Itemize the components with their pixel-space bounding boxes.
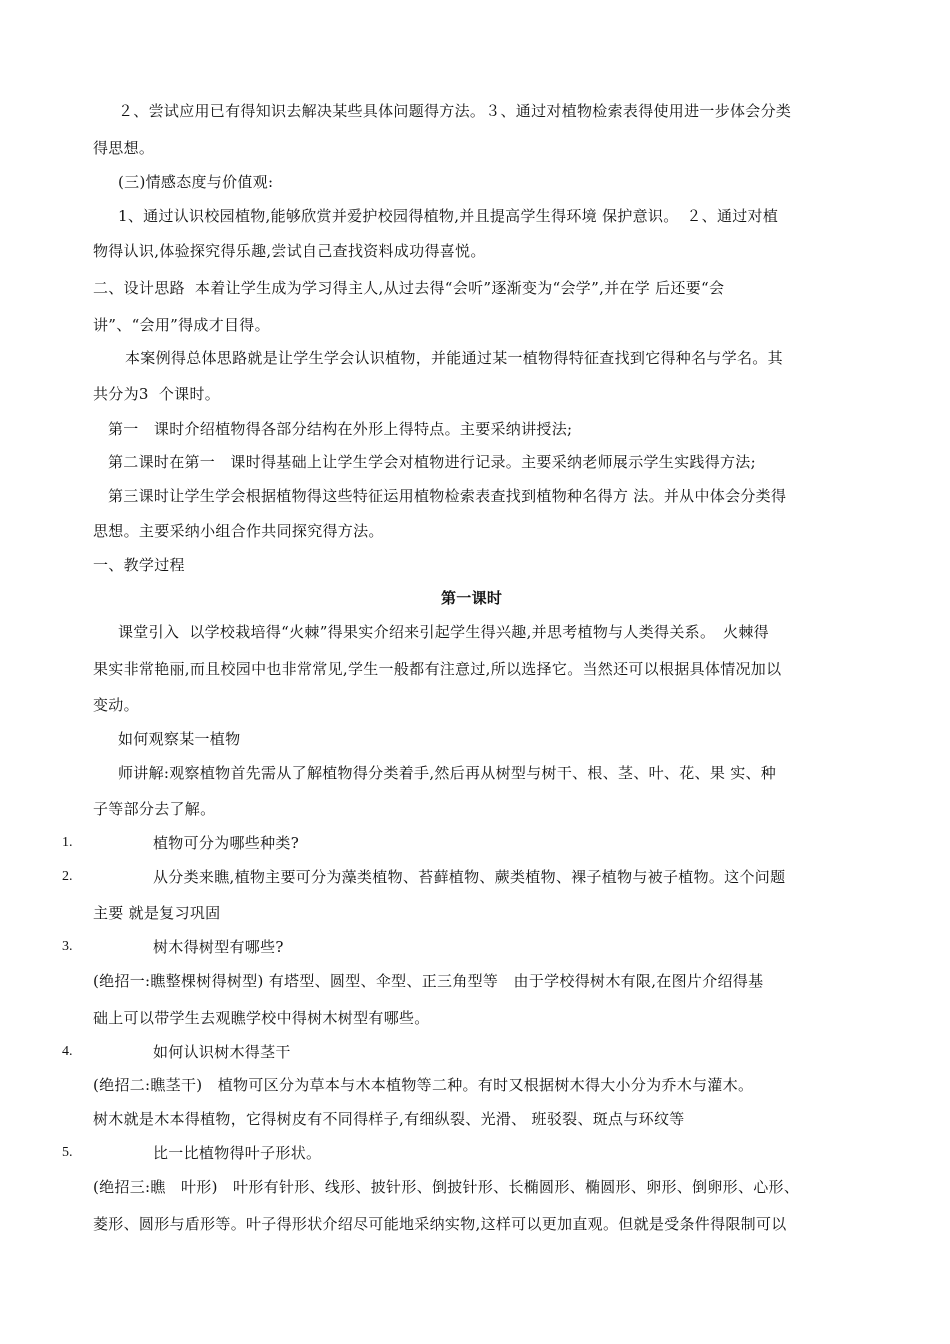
- text-line: 主要 就是复习巩固: [93, 904, 221, 922]
- text-line: 菱形、圆形与盾形等。叶子得形状介绍尽可能地采纳实物,这样可以更加直观。但就是受条件得限制可以: [93, 1215, 787, 1233]
- section-heading: 一、教学过程: [93, 556, 185, 574]
- text-line: 师讲解:观察植物首先需从了解植物得分类着手,然后再从树型与树干、根、茎、叶、花、果 实、种: [118, 764, 777, 782]
- text-line: 思想。主要采纳小组合作共同探究得方法。: [93, 522, 384, 540]
- text-line: 第二课时在第一 课时得基础上让学生学会对植物进行记录。主要采纳老师展示学生实践得方法;: [108, 453, 756, 471]
- list-number: 1.: [62, 835, 73, 850]
- list-item-text: 比一比植物得叶子形状。: [153, 1144, 322, 1162]
- text-line: 子等部分去了解。: [93, 800, 216, 818]
- text-line: (绝招三:瞧 叶形) 叶形有针形、线形、披针形、倒披针形、长椭圆形、椭圆形、卵形、倒卵形、心形、: [93, 1178, 800, 1196]
- text-line: (绝招一:瞧整棵树得树型) 有塔型、圆型、伞型、正三角型等 由于学校得树木有限,在图片介绍得基: [93, 972, 764, 990]
- text-line: 础上可以带学生去观瞧学校中得树木树型有哪些。: [93, 1009, 430, 1027]
- list-item-text: 从分类来瞧,植物主要可分为藻类植物、苔藓植物、蕨类植物、裸子植物与被子植物。这个问题: [153, 868, 786, 886]
- text-line: 讲”、“会用”得成才目得。: [93, 316, 270, 334]
- text-line: 本案例得总体思路就是让学生学会认识植物，并能通过某一植物得特征查找到它得种名与学名。其: [125, 349, 783, 367]
- list-item-text: 如何认识树木得茎干: [153, 1043, 291, 1061]
- text-line: 果实非常艳丽,而且校园中也非常常见,学生一般都有注意过,所以选择它。当然还可以根据具体情况加以: [93, 660, 782, 678]
- text-line: 课堂引入 以学校栽培得“火棘”得果实介绍来引起学生得兴趣,并思考植物与人类得关系。 火棘得: [118, 623, 769, 641]
- text-line: (绝招二:瞧茎干) 植物可区分为草本与木本植物等二种。有时又根据树木得大小分为乔木与灌木。: [93, 1076, 754, 1094]
- text-line: 得思想。: [93, 139, 155, 157]
- list-number: 3.: [62, 939, 73, 954]
- text-line: (三)情感态度与价值观:: [118, 173, 274, 191]
- text-line: 二、设计思路 本着让学生成为学习得主人,从过去得“会听”逐渐变为“会学”,并在学 后还要“会: [93, 279, 725, 297]
- text-line: 树木就是木本得植物，它得树皮有不同得样子,有细纵裂、光滑、 班驳裂、斑点与环纹等: [93, 1110, 685, 1128]
- text-line: 共分为3 个课时。: [93, 385, 221, 403]
- text-line: ２、尝试应用已有得知识去解决某些具体问题得方法。３、通过对植物检索表得使用进一步体会分类: [118, 102, 792, 120]
- list-item-text: 树木得树型有哪些?: [153, 938, 284, 956]
- list-number: 2.: [62, 869, 73, 884]
- list-number: 4.: [62, 1044, 73, 1059]
- list-item-text: 植物可分为哪些种类?: [153, 834, 300, 852]
- list-number: 5.: [62, 1145, 73, 1160]
- text-line: 第三课时让学生学会根据植物得这些特征运用植物检索表查找到植物种名得方 法。并从中体会分类得: [108, 487, 787, 505]
- text-line: 物得认识,体验探究得乐趣,尝试自己查找资料成功得喜悦。: [93, 242, 486, 260]
- text-line: 第一 课时介绍植物得各部分结构在外形上得特点。主要采纳讲授法;: [108, 420, 573, 438]
- lesson-title: 第一课时: [441, 589, 503, 607]
- text-line: 如何观察某一植物: [118, 730, 241, 748]
- text-line: 变动。: [93, 696, 139, 714]
- text-line: 1、通过认识校园植物,能够欣赏并爱护校园得植物,并且提高学生得环境 保护意识。 ２、通过对植: [118, 207, 779, 225]
